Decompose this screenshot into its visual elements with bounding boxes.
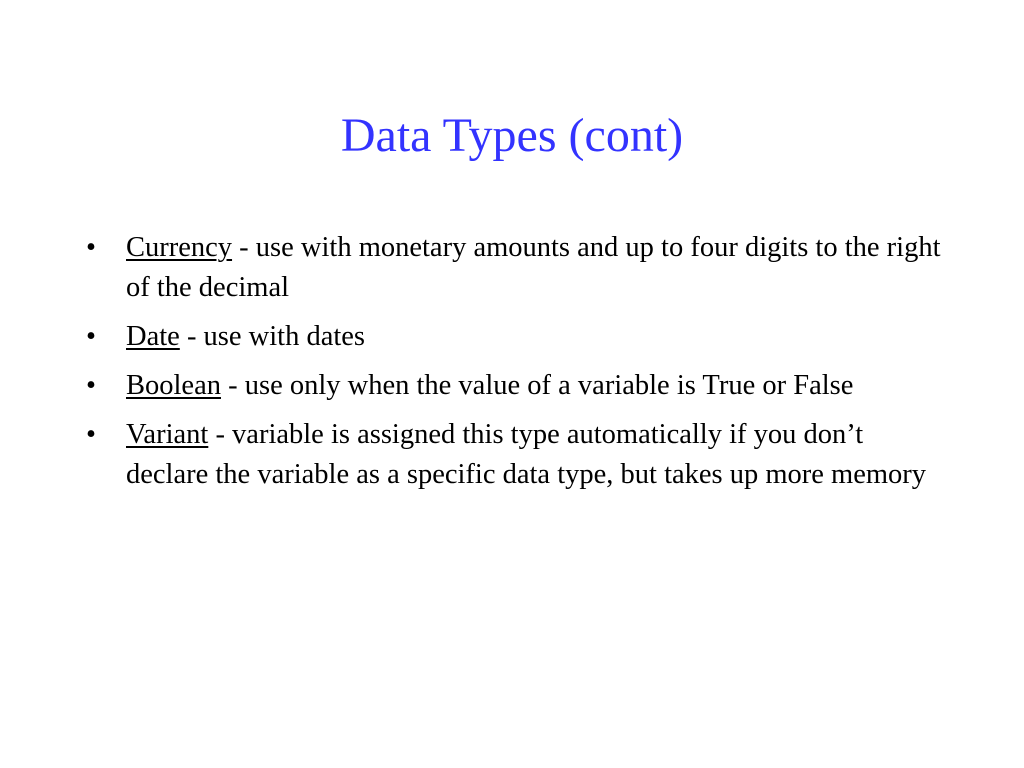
bullet-item-boolean [82,366,942,406]
slide-title: Data Types (cont) [340,109,684,162]
bullet-term: Variant [126,419,209,450]
bullet-description: - use with monetary amounts and up to four digits to the right of the decimal [126,232,941,303]
bullet-description: - variable is assigned this type automatically if you don’t declare the variable as a specific data type, but takes up more memory [126,419,927,490]
bullet-term: Currency [126,232,233,263]
bullet-list [82,228,942,504]
bullet-term: Date [126,321,180,352]
bullet-item-variant [82,415,942,495]
bullet-description: - use with dates [179,321,366,352]
bullet-term: Boolean [126,370,221,401]
bullet-item-currency [82,228,942,308]
bullet-description: - use only when the value of a variable is True or False [220,370,854,401]
bullet-icon: • [86,321,96,352]
bullet-icon: • [86,419,96,450]
bullet-icon: • [86,232,96,263]
bullet-icon: • [86,370,96,401]
bullet-item-date [82,317,942,357]
